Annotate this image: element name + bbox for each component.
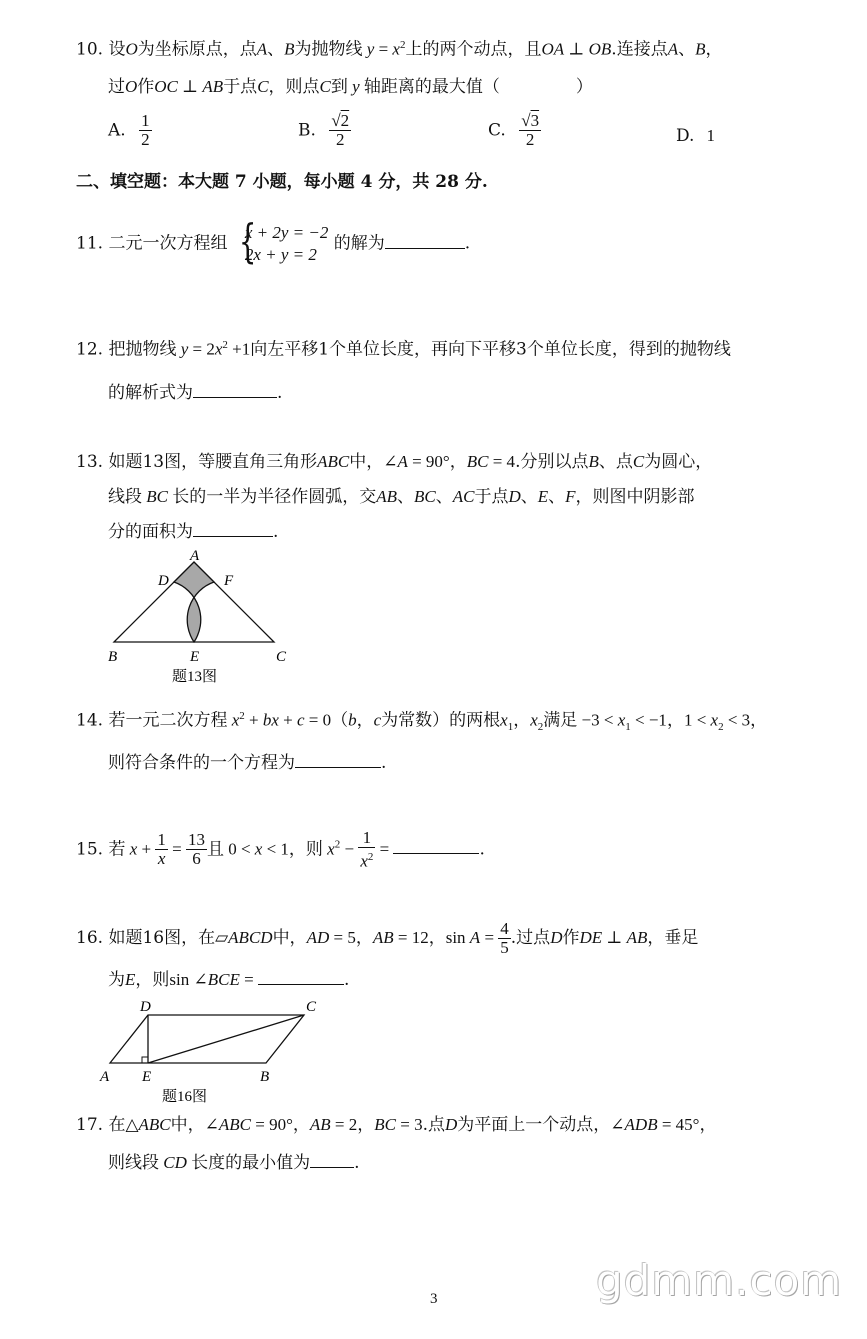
q14-answer-blank[interactable]	[295, 751, 381, 768]
q13-label-b: B	[108, 649, 118, 665]
q16-line1: 16. 如题16图，在▱ABCD中，AD = 5，AB = 12，sin A = $\frac{4}{5}$ .过点D作DE ⊥ AB，垂足	[76, 919, 699, 957]
watermark: gdmm.com	[596, 1256, 843, 1305]
q13-label-d: D	[158, 573, 169, 589]
q17-answer-blank[interactable]	[310, 1151, 354, 1168]
q13-label-c: C	[276, 649, 287, 665]
q16-label-b: B	[260, 1069, 270, 1085]
q16-line2: 为E，则sin ∠BCE = .	[108, 970, 350, 990]
q11-equation-system: { x + 2y = −2 2x + y = 2	[238, 214, 329, 268]
q10-line2: 过O作OC ⊥ AB于点C，则点C到 y 轴距离的最大值（ ）	[108, 77, 593, 97]
q13-caption: 题13图	[172, 669, 218, 685]
q16-label-c: C	[306, 999, 317, 1015]
q13-figure	[100, 545, 300, 687]
q10-option-a[interactable]: A. $\frac{1}{2}$	[108, 111, 150, 149]
q14-line1: 14. 若一元二次方程 $x^2$ + bx + c = 0（b，c为常数）的两根$x_1$，$x_2$满足 $-3 < x_1 < -1$，$1 < x_2 < 3$，	[76, 710, 768, 734]
q10-line1: 10. 设O为坐标原点，点A、B为抛物线 $y = x^2$上的两个动点，且OA ⊥ OB.连接点A、B，	[76, 39, 723, 60]
q13-label-e: E	[190, 649, 200, 665]
q13-label-f: F	[224, 573, 234, 589]
q11-answer-blank[interactable]	[385, 232, 465, 249]
q16-caption: 题16图	[162, 1089, 208, 1105]
page-number: 3	[430, 1291, 438, 1307]
q12-line1: 12. 把抛物线 $y = 2x^2 +1$向左平移1个单位长度，再向下平移3个单位长度，得到的抛物线	[76, 339, 731, 360]
q16-label-a: A	[100, 1069, 110, 1085]
q10-option-c[interactable]: C. $\frac{√3}{2}$	[488, 111, 540, 149]
q12-line2: 的解析式为 .	[108, 383, 283, 403]
q17-line2: 则线段 CD 长度的最小值为 .	[108, 1153, 360, 1173]
q16-label-e: E	[142, 1069, 152, 1085]
q13-line3: 分的面积为 .	[108, 522, 279, 542]
q12-answer-blank[interactable]	[193, 381, 277, 398]
q11: 11. 二元一次方程组 { x + 2y = −2 2x + y = 2 的解为 .	[76, 214, 471, 268]
q13-answer-blank[interactable]	[193, 520, 273, 537]
q16-parallelogram	[110, 1015, 304, 1063]
q16-right-angle-mark	[142, 1057, 148, 1063]
q16-figure	[96, 995, 326, 1107]
q10-option-d[interactable]: D. 1	[676, 126, 715, 146]
q16-label-d: D	[140, 999, 151, 1015]
q17-line1: 17. 在△ABC中，∠ABC = 90°，AB = 2，BC = 3.点D为平面上一个动点，∠ADB = 45°，	[76, 1115, 717, 1135]
q15-answer-blank[interactable]	[393, 837, 479, 854]
q13-shaded-region	[174, 562, 214, 642]
q13-line2: 线段 BC 长的一半为半径作圆弧，交AB、BC、AC于点D、E、F，则图中阴影部	[108, 487, 695, 507]
q16-segment-ec	[148, 1015, 304, 1063]
q14-line2: 则符合条件的一个方程为 .	[108, 753, 387, 773]
q13-label-a: A	[190, 548, 200, 564]
q15: 15. 若 x + $\frac{1}{x}$ = $\frac{13}{6}$ 且 0 < x < 1，则 $x^2$ − $\frac{1}{x^2}$ = .	[76, 828, 485, 871]
q10-option-b[interactable]: B. $\frac{√2}{2}$	[298, 111, 350, 149]
q16-answer-blank[interactable]	[258, 968, 344, 985]
section2-title: 二、填空题：本大题 7 小题，每小题 4 分，共 28 分.	[76, 172, 488, 192]
q13-line1: 13. 如题13图，等腰直角三角形ABC中，∠A = 90°，BC = 4.分别以点B、点C为圆心，	[76, 452, 713, 472]
